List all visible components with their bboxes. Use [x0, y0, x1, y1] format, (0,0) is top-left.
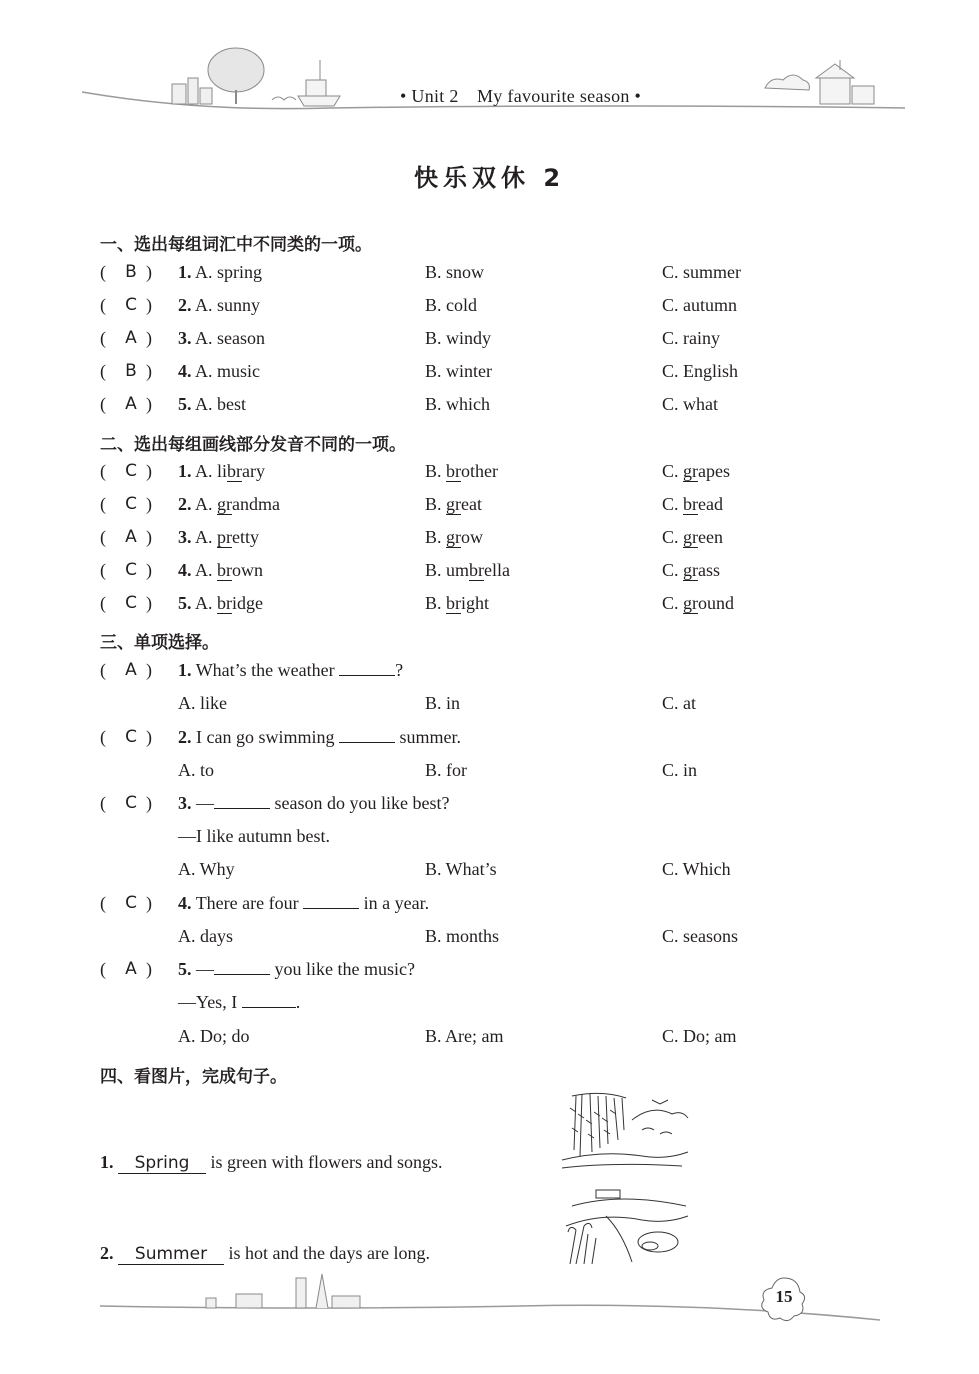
s1-question-3: ( A ) 3. A. season B. windy C. rainy — [100, 328, 720, 348]
s3-options-1 — [100, 693, 900, 723]
underlined-letters: br — [683, 494, 699, 514]
s3-options-4 — [100, 926, 900, 956]
s3-options-3 — [100, 859, 900, 889]
option-a: A. days — [178, 926, 233, 946]
s1-question-2: ( C ) 2. A. sunny B. cold C. autumn — [100, 295, 737, 315]
sentence-text: is green with flowers and songs. — [206, 1152, 443, 1172]
answer: A — [125, 959, 137, 979]
s2-question-5: ( C ) 5. A. bridge B. bright C. ground — [100, 593, 735, 613]
underlined-letters: gr — [446, 494, 462, 514]
unit-header: • Unit 2 My favourite season • — [400, 86, 642, 106]
boat-illustration — [272, 60, 340, 106]
option-a: A. music — [195, 361, 261, 381]
option-a: A. season — [195, 328, 266, 348]
question-number: 5. — [178, 593, 192, 613]
underlined-letters: gr — [683, 527, 699, 547]
answer: B — [125, 361, 137, 381]
dialogue-line: —Yes, I . — [178, 992, 301, 1012]
option-b: B. great — [425, 494, 482, 514]
answer: C — [125, 295, 137, 315]
option-c: C. Do; am — [662, 1026, 737, 1046]
s3-dialogue-3 — [100, 826, 900, 856]
question-number: 3. — [178, 527, 192, 547]
answer: C — [125, 494, 137, 514]
option-a: A. bridge — [195, 593, 264, 613]
option-a: A. grandma — [195, 494, 280, 514]
option-b: B. cold — [425, 295, 477, 315]
option-c: C. Which — [662, 859, 731, 879]
answer: C — [125, 593, 137, 613]
answer: A — [125, 328, 137, 348]
s3-question-5: ( A ) 5. — you like the music? — [100, 959, 415, 979]
s2-question-2: ( C ) 2. A. grandma B. great C. bread — [100, 494, 723, 514]
question-number: 2. — [178, 494, 192, 514]
s4-sentence-2 — [100, 1243, 900, 1273]
dialogue-line: —I like autumn best. — [178, 826, 330, 846]
answer-blank[interactable] — [242, 993, 296, 1008]
option-b: B. windy — [425, 328, 492, 348]
s2-question-1: ( C ) 1. A. library B. brother C. grapes — [100, 461, 730, 481]
option-b: B. for — [425, 760, 467, 780]
sentence-text: is hot and the days are long. — [224, 1243, 430, 1263]
option-a: A. spring — [195, 262, 263, 282]
option-c: C. grapes — [662, 461, 730, 481]
underlined-letters: br — [446, 593, 462, 613]
underlined-letters: br — [217, 560, 233, 580]
option-a: A. Why — [178, 859, 235, 879]
underlined-letters: gr — [683, 461, 699, 481]
option-a: A. to — [178, 760, 214, 780]
question-number: 1. — [100, 1152, 114, 1172]
option-c: C. in — [662, 760, 698, 780]
question-number: 4. — [178, 361, 192, 381]
s4-sentence-1 — [100, 1152, 900, 1182]
s2-question-4: ( C ) 4. A. brown B. umbrella C. grass — [100, 560, 721, 580]
question-number: 3. — [178, 328, 192, 348]
option-b: B. brother — [425, 461, 498, 481]
option-b: B. bright — [425, 593, 490, 613]
option-c: C. bread — [662, 494, 723, 514]
option-a: A. sunny — [195, 295, 261, 315]
underlined-letters: gr — [446, 527, 462, 547]
option-b: B. umbrella — [425, 560, 510, 580]
question-number: 3. — [178, 793, 192, 813]
tree-illustration — [208, 48, 264, 104]
question-number: 1. — [178, 262, 192, 282]
question-number: 1. — [178, 660, 192, 680]
answer: B — [125, 262, 137, 282]
option-b: B. months — [425, 926, 500, 946]
option-c: C. what — [662, 394, 718, 414]
option-b: B. which — [425, 394, 490, 414]
answer-blank[interactable] — [303, 894, 359, 909]
s1-question-5: ( A ) 5. A. best B. which C. what — [100, 394, 718, 414]
answer: A — [125, 394, 137, 414]
section-4-heading: 四、看图片，完成句子。 — [100, 1067, 287, 1087]
option-a: A. best — [195, 394, 247, 414]
section-1-heading: 一、选出每组词汇中不同类的一项。 — [100, 235, 372, 255]
underlined-letters: gr — [683, 593, 699, 613]
option-b: B. Are; am — [425, 1026, 504, 1046]
option-a: A. Do; do — [178, 1026, 250, 1046]
s3-question-3: ( C ) 3. — season do you like best? — [100, 793, 450, 813]
answer: C — [125, 560, 137, 580]
answer-blank[interactable] — [214, 960, 270, 975]
option-a: A. like — [178, 693, 227, 713]
option-b: B. snow — [425, 262, 485, 282]
underlined-letters: br — [217, 593, 233, 613]
underlined-letters: br — [446, 461, 462, 481]
question-number: 1. — [178, 461, 192, 481]
underlined-letters: br — [469, 560, 485, 580]
question-number: 5. — [178, 959, 192, 979]
question-number: 4. — [178, 893, 192, 913]
answer-blank[interactable] — [339, 661, 395, 676]
option-c: C. seasons — [662, 926, 738, 946]
option-b: B. grow — [425, 527, 484, 547]
underlined-letters: pr — [217, 527, 233, 547]
question-number: 2. — [100, 1243, 114, 1263]
option-c: C. grass — [662, 560, 721, 580]
question-number: 2. — [178, 727, 192, 747]
answer-fill[interactable]: Spring — [118, 1153, 206, 1174]
answer-fill[interactable]: Summer — [118, 1244, 224, 1265]
option-c: C. autumn — [662, 295, 737, 315]
header-decoration — [0, 0, 979, 130]
buildings-illustration — [172, 78, 212, 104]
s3-question-4: ( C ) 4. There are four in a year. — [100, 893, 430, 913]
option-b: B. winter — [425, 361, 492, 381]
option-a: A. brown — [195, 560, 264, 580]
answer: C — [125, 461, 137, 481]
house-illustration — [765, 60, 874, 104]
answer: C — [125, 727, 137, 747]
s3-question-1: ( A ) 1. What’s the weather ? — [100, 660, 404, 680]
section-2-heading: 二、选出每组画线部分发音不同的一项。 — [100, 435, 406, 455]
option-c: C. summer — [662, 262, 741, 282]
page-title: 快乐双休 2 — [413, 164, 566, 192]
option-c: C. at — [662, 693, 696, 713]
s1-question-1: ( B ) 1. A. spring B. snow C. summer — [100, 262, 741, 282]
question-number: 5. — [178, 394, 192, 414]
s3-dialogue-5 — [100, 992, 900, 1022]
footer-decoration — [0, 1270, 979, 1340]
underlined-letters: gr — [683, 560, 699, 580]
s3-options-5 — [100, 1026, 900, 1056]
s3-options-2 — [100, 760, 900, 790]
question-number: 2. — [178, 295, 192, 315]
answer: C — [125, 793, 137, 813]
s2-question-3: ( A ) 3. A. pretty B. grow C. green — [100, 527, 723, 547]
option-c: C. English — [662, 361, 739, 381]
option-c: C. rainy — [662, 328, 720, 348]
option-b: B. in — [425, 693, 461, 713]
option-b: B. What’s — [425, 859, 497, 879]
answer: A — [125, 660, 137, 680]
section-3-heading: 三、单项选择。 — [100, 633, 219, 653]
option-a: A. pretty — [195, 527, 260, 547]
answer-blank[interactable] — [214, 794, 270, 809]
answer: A — [125, 527, 137, 547]
option-c: C. ground — [662, 593, 735, 613]
question-number: 4. — [178, 560, 192, 580]
page-number: 15 — [775, 1287, 793, 1306]
answer-blank[interactable] — [339, 728, 395, 743]
answer: C — [125, 893, 137, 913]
s1-question-4: ( B ) 4. A. music B. winter C. English — [100, 361, 739, 381]
underlined-letters: gr — [217, 494, 233, 514]
underlined-letters: br — [227, 461, 243, 481]
option-a: A. library — [195, 461, 266, 481]
s3-question-2: ( C ) 2. I can go swimming summer. — [100, 727, 461, 747]
option-c: C. green — [662, 527, 723, 547]
